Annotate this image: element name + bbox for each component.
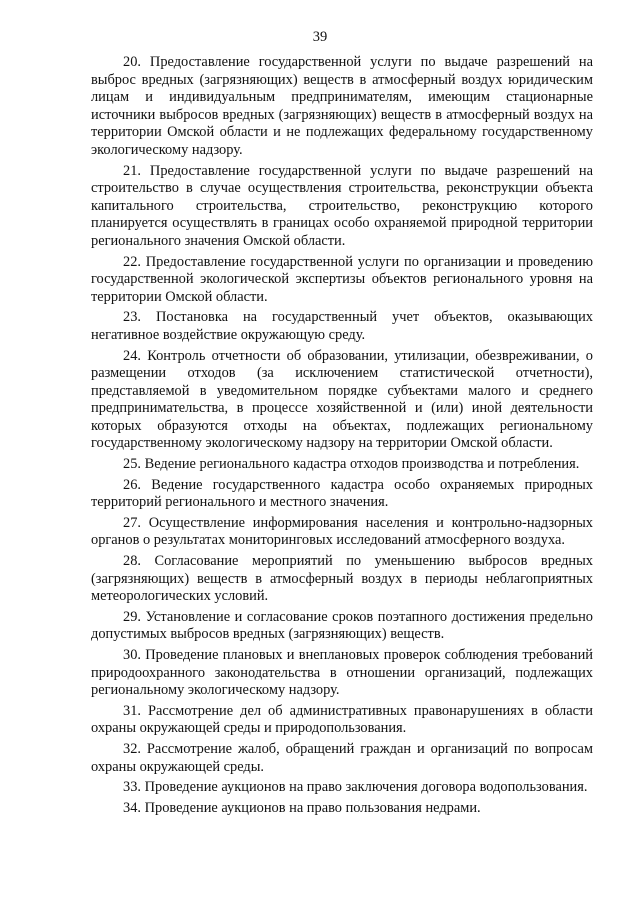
page-number: 39 <box>312 29 328 45</box>
item-text: Рассмотрение жалоб, обращений граждан и организаций по вопросам охраны окружающей среды. <box>91 740 593 775</box>
item-text: Осуществление информирования населения и контрольно-надзорных органов о результатах мониторинговых исследований атмосферного воздуха. <box>91 514 593 549</box>
item-text: Предоставление государственной услуги по выдаче разрешений на выброс вредных (загрязняющих) веществ в атмосферный воздух юридическим лицам и индивидуальным предпринимателям, имеющим стационарные источники выбросов вредных (загрязняющих) веществ в атмосферный воздух на территории Омской области и не подлежащих федеральному государственному экологическому надзору. <box>91 54 593 158</box>
list-item-25 <box>91 456 593 474</box>
item-text: Проведение аукционов на право пользования недрами. <box>144 799 481 816</box>
item-number: 24. <box>123 347 141 364</box>
item-number: 25. <box>123 456 141 473</box>
item-number: 26. <box>123 476 141 493</box>
item-number: 29. <box>123 608 141 625</box>
item-text: Согласование мероприятий по уменьшению выбросов вредных (загрязняющих) веществ в атмосферный воздух в периоды неблагоприятных метеорологических условий. <box>91 553 593 605</box>
list-item-34 <box>91 800 593 818</box>
item-text: Рассмотрение дел об административных правонарушениях в области охраны окружающей среды и природопользования. <box>91 702 593 737</box>
item-number: 32. <box>123 740 141 757</box>
item-number: 20. <box>123 54 141 70</box>
item-number: 23. <box>123 309 141 326</box>
item-text: Ведение государственного кадастра особо охраняемых природных территорий регионального и местного значения. <box>91 476 593 511</box>
list-item-22 <box>91 254 593 307</box>
list-item-26 <box>91 477 593 512</box>
list-item-23 <box>91 309 593 344</box>
list-item-21 <box>91 163 593 251</box>
item-text: Предоставление государственной услуги по выдаче разрешений на строительство в случае осуществления строительства, реконструкции объекта капитального строительства, строительство, реконструкцию которого планируется осуществлять в границах особо охраняемой природной территории регионального значения Омской области. <box>91 162 593 249</box>
list-item-27 <box>91 515 593 550</box>
item-text: Предоставление государственной услуги по организации и проведению государственной экологической экспертизы объектов регионального уровня на территории Омской области. <box>91 253 593 305</box>
list-item-31 <box>91 703 593 738</box>
list-item-32 <box>91 741 593 776</box>
item-number: 22. <box>123 253 141 270</box>
item-number: 28. <box>123 553 141 570</box>
document-body <box>91 54 593 817</box>
list-item-33 <box>91 779 593 797</box>
item-text: Проведение плановых и внеплановых проверок соблюдения требований природоохранного законодательства в отношении организаций, подлежащих региональному экологическому надзору. <box>91 647 593 699</box>
list-item-24 <box>91 348 593 454</box>
list-item-28 <box>91 553 593 606</box>
item-number: 31. <box>123 702 141 719</box>
item-text: Постановка на государственный учет объектов, оказывающих негативное воздействие окружающую среду. <box>91 309 593 343</box>
list-item-29 <box>91 609 593 644</box>
item-number: 21. <box>123 162 141 179</box>
list-item-20 <box>91 54 593 160</box>
item-number: 34. <box>123 799 141 816</box>
list-item-30 <box>91 647 593 700</box>
item-number: 27. <box>123 514 141 531</box>
item-text: Установление и согласование сроков поэтапного достижения предельно допустимых выбросов вредных (загрязняющих) веществ. <box>91 608 593 643</box>
item-text: Контроль отчетности об образовании, утилизации, обезвреживании, о размещении отходов (за исключением статистической отчетности), представляемой в уведомительном порядке субъектами малого и среднего предпринимательства, в процессе хозяйственной и (или) иной деятельности которых образуются отходы на объектах, подлежащих региональному государственному экологическому надзору на территории Омской области. <box>91 347 593 452</box>
item-number: 30. <box>123 647 141 663</box>
item-text: Проведение аукционов на право заключения договора водопользования. <box>144 779 588 796</box>
item-text: Ведение регионального кадастра отходов производства и потребления. <box>144 456 580 473</box>
item-number: 33. <box>123 779 141 796</box>
